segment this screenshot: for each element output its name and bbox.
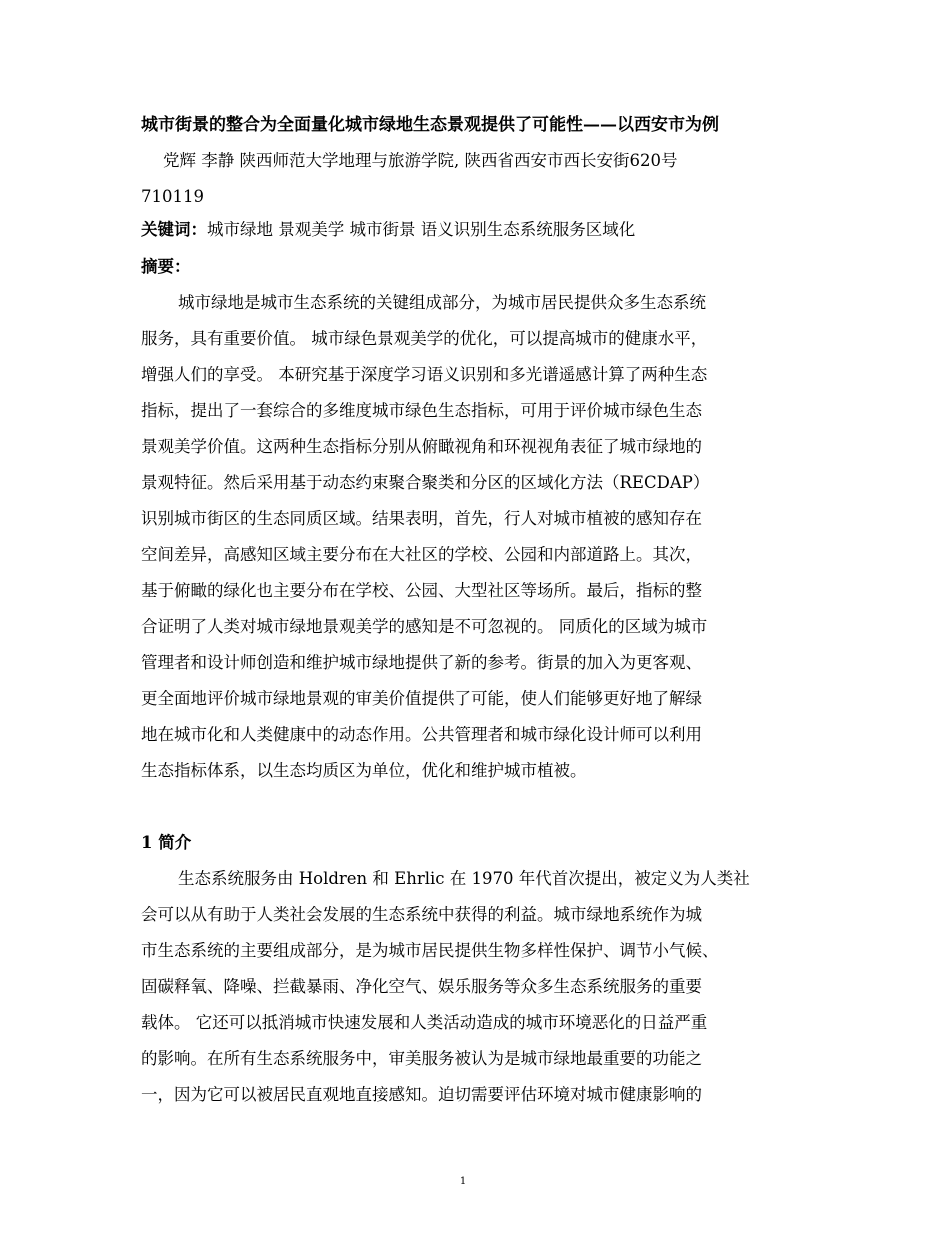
body-line: 的影响。在所有生态系统服务中，审美服务被认为是城市绿地最重要的功能之 bbox=[141, 1049, 702, 1068]
abstract-line: 指标，提出了一套综合的多维度城市绿色生态指标，可用于评价城市绿色生态 bbox=[141, 401, 702, 420]
body-line: 固碳释氧、降噪、拦截暴雨、净化空气、娱乐服务等众多生态系统服务的重要 bbox=[141, 977, 702, 996]
keywords-text: 城市绿地 景观美学 城市街景 语义识别生态系统服务区域化 bbox=[207, 220, 636, 239]
abstract-line: 合证明了人类对城市绿地景观美学的感知是不可忽视的。 同质化的区域为城市 bbox=[141, 617, 708, 636]
keywords-line bbox=[141, 219, 635, 241]
abstract-line: 生态指标体系，以生态均质区为单位，优化和维护城市植被。 bbox=[141, 761, 587, 780]
body-line: 一，因为它可以被居民直观地直接感知。迫切需要评估环境对城市健康影响的 bbox=[141, 1085, 702, 1104]
author-affiliation: 党辉 李静 陕西师范大学地理与旅游学院, 陕西省西安市西长安街620号 bbox=[163, 151, 678, 170]
postal-code: 710119 bbox=[141, 187, 204, 206]
abstract-line: 城市绿地是城市生态系统的关键组成部分，为城市居民提供众多生态系统 bbox=[178, 293, 706, 312]
abstract-line: 景观特征。然后采用基于动态约束聚合聚类和分区的区域化方法（RECDAP） bbox=[141, 473, 710, 492]
body-line: 生态系统服务由 Holdren 和 Ehrlic 在 1970 年代首次提出，被定义为人类社 bbox=[178, 869, 750, 888]
paper-title: 城市街景的整合为全面量化城市绿地生态景观提供了可能性——以西安市为例 bbox=[141, 115, 719, 135]
abstract-line: 更全面地评价城市绿地景观的审美价值提供了可能，使人们能够更好地了解绿 bbox=[141, 689, 702, 708]
abstract-line: 景观美学价值。这两种生态指标分别从俯瞰视角和环视视角表征了城市绿地的 bbox=[141, 437, 702, 456]
abstract-line: 基于俯瞰的绿化也主要分布在学校、公园、大型社区等场所。最后，指标的整 bbox=[141, 581, 702, 600]
abstract-line: 识别城市街区的生态同质区域。结果表明，首先，行人对城市植被的感知存在 bbox=[141, 509, 702, 528]
abstract-line: 增强人们的享受。 本研究基于深度学习语义识别和多光谱遥感计算了两种生态 bbox=[141, 365, 708, 384]
body-line: 载体。 它还可以抵消城市快速发展和人类活动造成的城市环境恶化的日益严重 bbox=[141, 1013, 708, 1032]
abstract-line: 管理者和设计师创造和维护城市绿地提供了新的参考。街景的加入为更客观、 bbox=[141, 653, 702, 672]
abstract-line: 空间差异，高感知区域主要分布在大社区的学校、公园和内部道路上。其次， bbox=[141, 545, 702, 564]
abstract-line: 地在城市化和人类健康中的动态作用。公共管理者和城市绿化设计师可以利用 bbox=[141, 725, 702, 744]
abstract-heading: 摘要： bbox=[141, 257, 191, 276]
section-heading-introduction: 1 简介 bbox=[141, 833, 192, 852]
body-line: 会可以从有助于人类社会发展的生态系统中获得的利益。城市绿地系统作为城 bbox=[141, 905, 702, 924]
page-number: 1 bbox=[459, 1176, 467, 1187]
body-line: 市生态系统的主要组成部分，是为城市居民提供生物多样性保护、调节小气候、 bbox=[141, 941, 719, 960]
keywords-label: 关键词： bbox=[141, 220, 207, 239]
abstract-line: 服务，具有重要价值。 城市绿色景观美学的优化，可以提高城市的健康水平， bbox=[141, 329, 708, 348]
